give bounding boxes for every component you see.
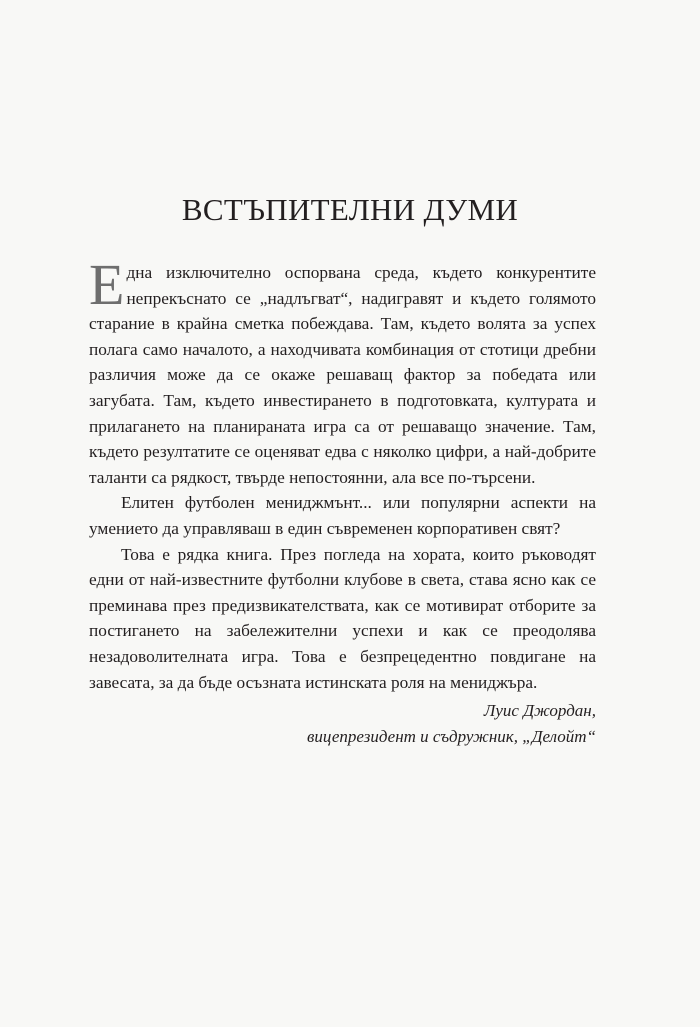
paragraph-3: Това е рядка книга. През погледа на хората, които ръководят едни от най-известните футболни клубове в света, става ясно как се преминава през предизвикателствата, как се мотивират отборите за постигането на забележителни успехи и как се преодолява незадоволителната игра. Това е безпрецедентно повдигане на завесата, за да бъде осъзната истинската роля на мениджъра.: [89, 544, 596, 692]
drop-cap: Е: [89, 252, 125, 317]
attribution-role: вицепрезидент и съдружник, „Делойт“: [307, 727, 596, 746]
paragraph-1: [89, 252, 596, 490]
chapter-title: ВСТЪПИТЕЛНИ ДУМИ: [181, 192, 519, 227]
attribution-name: Луис Джордан,: [483, 701, 596, 720]
paragraph-1-text: дна изключително оспорвана среда, където конкурентите непрекъснато се „надлъгват“, надигравят и където голямото старание в крайна сметка побеждава. Там, където волята за успех полага само началото, а находчивата комбинация от стотици дребни различия може да се окаже решаващ фактор за победата или загубата. Там, където инвестирането в подготовката, културата и прилагането на планираната игра са от решаващо значение. Там, където резултатите се оценяват едва с няколко цифри, а най-добрите таланти са рядкост, твърде непостоянни, ала все по-търсени.: [89, 263, 596, 487]
body-text: [89, 252, 596, 695]
paragraph-2: Елитен футболен мениджмънт... или популярни аспекти на умението да управляваш в един съвременен корпоративен свят?: [89, 493, 596, 538]
